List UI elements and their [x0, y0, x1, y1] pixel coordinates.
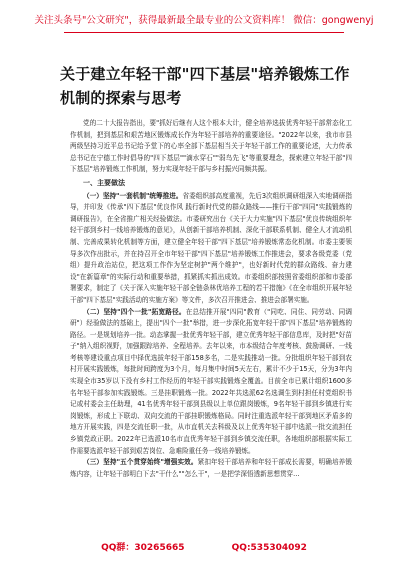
footer-contacts [0, 538, 408, 558]
footer-qq-number: QQ:535304092 [231, 543, 307, 553]
body-paragraph [70, 457, 352, 480]
body-paragraph [70, 191, 352, 307]
paragraph-lead: （三）坚持"五个贯穿始终"增强实效。 [83, 458, 198, 467]
document-body [70, 118, 352, 480]
paragraph-text: 紧扣年轻干部培养和年轻干部成长需要，明确培养锻炼内容，让年轻干部明白下去"干什么""怎么干"，一是把学深悟透新思想贯穿... [70, 458, 352, 478]
section-heading: 一、主要做法 [83, 178, 125, 187]
paragraph-lead: （二）坚持"四个一批"拓宽路径。 [83, 307, 186, 316]
paragraph-text: 省委组织部高度重视，先后3次组织调研组深入实地调研指导，并印发《传承"四下基层"优良作风 践行新时代党的群众路线——推行干部"四同"实践锻炼的调研报告》，在全省推广相关经验做法。市委研究出台《关于大力实施"四下基层"优良传统组织年轻干部到乡村一线培养锻炼的意见》，从创新干部培养机制、深化干部联系机制、健全人才流动机制、完善成果转化机制等方面，建立健全年轻干部"四下基层"培养锻炼常态化机制。市委主要领导多次作出批示，并在持召开全市年轻干部"四下基层"培养锻炼工作推进会，要求各级党委（党组）提升政治站位，把这项工作作为坚定树护"两个维护"，也好新时代党的群众路线、奋力建设"在新篇章"的实际行动和重要举措，抓紧抓实抓出成效。市委组织部按照省委组织部和市委部署要求，制定了《关于深入实施年轻干部全链条林优培养工程的若干措施》《在全市组织开展年轻干部"四下基层"实践活动的实施方案》等文件，多次召开推进会、推进会部署实施。 [70, 191, 352, 304]
paragraph-lead: （一）坚持"一套机制"统筹推进。 [83, 191, 183, 200]
banner-divider [64, 32, 344, 33]
paragraph-text: 在总结推开展"四同"教育（"同吃、同住、同劳动、同调研"）经验做法的基础上，提出"四个一批"举措，进一步深化拓宽年轻干部"四下基层"培养锻炼的路径。一是规划培养一批。动态掌握一批优秀年轻干部，建立优秀年轻干部信息库，及时把"好苗子"纳入组织视野，加强跟踪培养、全程培养。去年以来，市本级结合年度考核、鼓励调研、一线考核等建设重点项目中择优选拔年轻干部158多名，二是实践推动一批。分批组织年轻干部到农村开展实践锻炼，每批时间跨度为3个月，每月集中时间5天左右，累计不少于15天，分为3年内实现全市35岁以下没有乡村工作经历的年轻干部实践锻炼全覆盖。目前全市已累计组织1600多名年轻干部参加实践锻炼。三是挂职锻炼一批。2022年共选派62名选调生到村担任村党组织书记或村委会主任助理，41名优秀年轻干部到县级以上单位跟岗锻炼，9名年轻干部到乡镇进行实岗锻炼，形成上下联动、双向交流的干部挂职锻炼格局。同时注重选派年轻干部到地区矛盾多的地方开展实践，四是交流任职一批，从市直机关去科级及以上优秀年轻干部中选派一批交流担任乡镇党政正职。2022年已选派10名市直优秀年轻干部到乡镇交流任职，各地组织部根据实际工作需要选派年轻干部到艰苦岗位、急难险重任务一线培养锻炼。 [70, 307, 352, 455]
banner-text: 关注头条号"公文研究"，获得最新最全最专业的公文资料库！ 微信：gongwenyj [34, 15, 374, 26]
footer-qq-group: QQ群：30265665 [101, 543, 185, 553]
body-paragraph [70, 118, 352, 176]
body-paragraph [70, 307, 352, 458]
header-banner [0, 8, 408, 34]
document-title: 关于建立年轻干部"四下基层"培养锻炼工作机制的探索与思考 [60, 65, 350, 107]
paragraph-text: 党的二十大报告指出，要"抓好后继有人这个根本大计，健全培养选拔优秀年轻干部常态化工作机制，把到基层和艰苦地区锻炼成长作为年轻干部培养的重要途径。"2022年以来，我市市县两级坚持习近平总书记给予堂下的心率全部下基层相当关于年轻干部工作的重要论述，大力传承总书记在宁德工作时倡导的"四下基层""滴水穿石""弱鸟先飞"等重要理念，探索建立年轻干部"四下基层"培养锻炼工作机制，努力实现年轻干部与乡村振兴同频共振。 [70, 119, 352, 174]
